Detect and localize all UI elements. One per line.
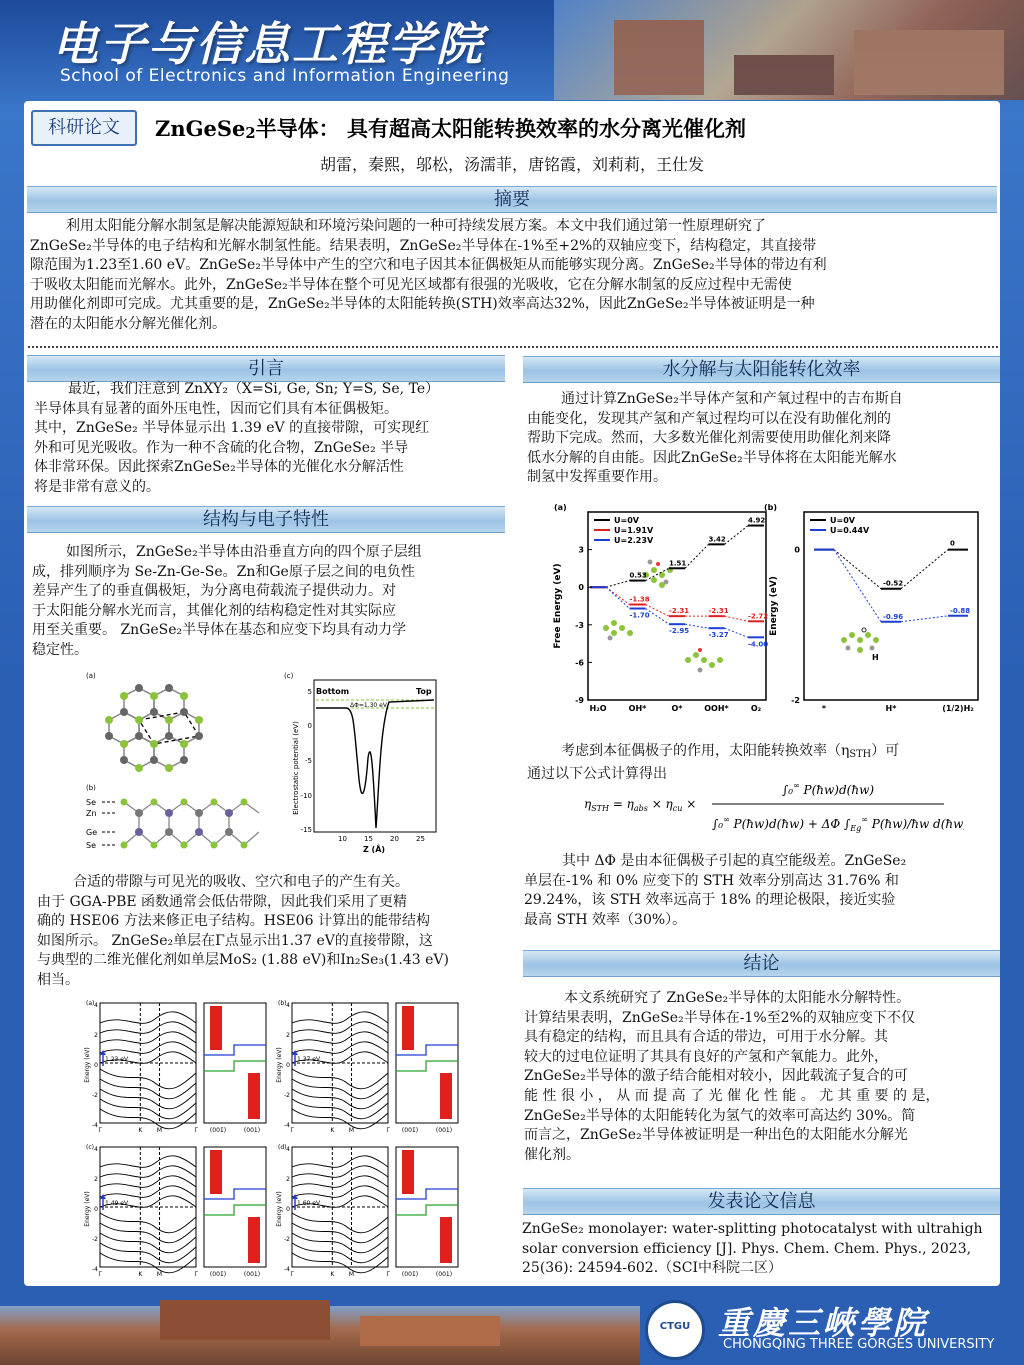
svg-text:ηSTH = ηabs × ηcu ×: $\eta_{STH} = \eta_{abs} \times \eta_{cu}$ ×: [584, 797, 697, 813]
xtick-b: (1/2)H₂: [942, 704, 974, 713]
band-plane: (001̄): [401, 1127, 419, 1134]
school-name-cn: 电子与信息工程学院: [52, 17, 484, 71]
structure-text: 如图所示，ZnGeSe₂半导体由沿垂直方向的四个原子层组 成，排列顺序为 Se-Zn-Ge-Se。Zn和Ge原子层之间的电负性 差异产生了的垂直偶极矩，为分离电荷载流子提供动力。对 于太阳能分解水光而言，其催化剂的结构稳定性对其实际应 用至关重要。 ZnGeSe₂半导体在基态和应变下均具有动力学 稳定性。: [32, 544, 422, 658]
band-panel-label: (d): [278, 1144, 287, 1151]
band-ytick: 4: [286, 1146, 290, 1153]
energy-value-label-b: -0.52: [883, 579, 904, 588]
ytick-a: -9: [575, 696, 584, 705]
band-edge-bar: [402, 1006, 414, 1050]
legend-b: U=0.44V: [830, 526, 870, 535]
band-ytick: -4: [92, 1266, 98, 1273]
ytick-a: -3: [575, 620, 584, 630]
efficiency-text: 考虑到本征偶极子的作用，太阳能转换效率$(\eta_{STH})$可 通过以下公式计算得出: [527, 743, 900, 782]
energy-value-label: -2.31: [669, 607, 690, 616]
band-ytick: -4: [284, 1266, 290, 1273]
svg-text:Se: Se: [86, 798, 96, 807]
panel-a-label: (a): [86, 672, 96, 680]
band-kpt: Γ: [194, 1127, 198, 1134]
bottom-label: Bottom: [316, 687, 350, 696]
band-ytick: 0: [286, 1062, 290, 1069]
header-banner: [0, 0, 1024, 100]
band-kpt: M: [348, 1127, 355, 1134]
potential-xlabel: Z (Å): [362, 845, 386, 854]
xtick-a: H₂O: [589, 704, 607, 713]
energy-figure: [548, 500, 988, 722]
ytick-b: 0: [794, 545, 800, 555]
energy-value-label-b: 0: [950, 539, 955, 548]
band-kpt: Γ: [386, 1127, 390, 1134]
band-panel: [84, 1144, 266, 1278]
school-name-en: School of Electronics and Information Engineering: [60, 66, 510, 86]
band-kpt: Γ: [386, 1271, 390, 1278]
band-text: 合适的带隙与可见光的吸收、空穴和电子的产生有关。 由于 GGA-PBE 函数通常会低估带隙，因此我们采用了更精 确的 HSE06 方法来修正电子结构。HSE06 计算出的能带结构 如图所示。 ZnGeSe₂单层在Γ点显示出1.37 eV的直接带隙，这 与典型的二维光催化剂如单层MoS₂ (1.88 eV)和In₂Se₃(1.43 eV) 相当。: [37, 874, 449, 988]
energy-value-label-b: -0.96: [883, 612, 904, 621]
energy-link-b: [834, 550, 881, 622]
university-name-en: CHONGQING THREE GORGES UNIVERSITY: [723, 1337, 995, 1352]
energy-panel-b: (b): [764, 503, 778, 512]
structure-svg: [84, 668, 444, 860]
energy-link-b: [901, 550, 948, 589]
energy-value-label: 4.92: [748, 516, 766, 525]
svg-text:Se: Se: [86, 841, 96, 850]
energy-value-label: -3.27: [708, 631, 729, 640]
xtick-a: O₂: [750, 704, 762, 713]
band-ylabel: Energy (eV): [84, 1191, 91, 1227]
band-plane: (001): [435, 1127, 453, 1134]
band-ytick: 4: [286, 1002, 290, 1009]
band-kpt: Γ: [290, 1127, 294, 1134]
authors: 胡雷，秦熙，邬松，汤濡菲，唐铭霞，刘莉莉，王仕发: [319, 155, 704, 174]
sth-formula: [584, 776, 964, 844]
band-ytick: -4: [92, 1122, 98, 1129]
band-kpt: M: [156, 1271, 163, 1278]
legend-a: U=1.91V: [614, 526, 654, 535]
layer-labels: [86, 798, 97, 850]
svg-text:25: 25: [416, 835, 425, 843]
energy-link-a: [725, 616, 749, 621]
section-water: 水分解与太阳能转化效率: [523, 356, 1000, 383]
band-ytick: 2: [94, 1032, 98, 1039]
band-kpt: Γ: [290, 1271, 294, 1278]
band-svg: [84, 997, 472, 1285]
band-edge-bar: [402, 1150, 414, 1194]
svg-text:∫₀∞ P(ħw)d(ħw) + ΔΦ ∫Eg∞ P(ħw): ∫₀∞ P(ħw)d(ħw) + ΔΦ $\int_{Eg}^\infty$ P(ħw)/ħw d(ħw): [712, 815, 964, 833]
panel-b-label: (b): [86, 784, 96, 792]
university-name-cn: 重慶三峽學院: [718, 1304, 929, 1342]
energy-ylabel-b: Energy (eV): [769, 576, 779, 636]
svg-text:Ge: Ge: [86, 828, 98, 837]
band-ytick: -2: [284, 1236, 290, 1243]
panel-c-label: (c): [284, 672, 294, 680]
band-ylabel: Energy (eV): [276, 1191, 283, 1227]
band-panel-label: (a): [86, 1000, 95, 1007]
svg-text:20: 20: [390, 835, 399, 843]
energy-link-b: [901, 616, 948, 622]
energy-value-label: -2.72: [748, 612, 769, 621]
band-edge-bar: [210, 1150, 222, 1194]
section-structure: 结构与电子特性: [27, 506, 505, 533]
potential-xticks: [338, 835, 425, 843]
band-panel: [84, 1000, 266, 1134]
dphi-label: ΔΦ=1.30 eV: [350, 702, 387, 709]
band-kpt: K: [138, 1127, 143, 1134]
energy-link-a: [606, 581, 630, 588]
svg-text:Zn: Zn: [86, 809, 97, 818]
ytick-a: 3: [578, 545, 584, 555]
potential-ylabel: Electrostatic potential (eV): [292, 721, 300, 815]
band-edge-bar: [248, 1073, 260, 1119]
band-kpt: Γ: [98, 1127, 102, 1134]
xtick-b: H*: [885, 704, 897, 713]
potential-yticks: [301, 688, 312, 834]
band-gap-label: 1.60 eV: [297, 1200, 321, 1207]
ytick-a: 0: [578, 583, 584, 593]
energy-link-b: [834, 550, 881, 589]
energy-value-label: 1.51: [669, 559, 687, 568]
page-title: ZnGeSe$_2$半导体： 具有超高太阳能转换效率的水分离光催化剂: [155, 116, 746, 142]
band-ytick: 4: [94, 1146, 98, 1153]
band-ylabel: Energy (eV): [84, 1047, 91, 1083]
publication-text: ZnGeSe₂ monolayer: water-splitting photocatalyst with ultrahigh solar conversion efficiency [J]. Phys. Chem. Chem. Phys., 2023, 25(36): 24594-602.（SCI中科院二区）: [522, 1221, 983, 1277]
band-ytick: -2: [92, 1236, 98, 1243]
energy-value-label-b: -0.88: [950, 606, 971, 615]
band-ytick: 2: [286, 1032, 290, 1039]
energy-value-label: 0.53: [629, 571, 647, 580]
svg-text:∫₀∞ P(ħw)d(ħw): ∫₀∞ P(ħw)d(ħw): [782, 781, 875, 797]
energy-svg: [548, 500, 988, 722]
svg-text:15: 15: [364, 835, 373, 843]
svg-text:-10: -10: [300, 792, 312, 800]
university-logo: CTGU: [645, 1300, 705, 1360]
section-intro: 引言: [27, 355, 505, 382]
band-figure: [84, 997, 472, 1285]
band-gap-label: 1.49 eV: [105, 1200, 129, 1207]
svg-text:5: 5: [307, 688, 312, 696]
band-kpt: M: [156, 1127, 163, 1134]
structure-figure: [84, 668, 444, 860]
svg-text:0: 0: [307, 722, 312, 730]
band-kpt: Γ: [98, 1271, 102, 1278]
xtick-a: OH*: [628, 704, 647, 713]
intro-text: 最近，我们注意到 ZnXY₂（X=Si, Ge, Sn; Y=S, Se, Te） 半导体具有显著的面外压电性，因而它们具有本征偶极矩。 其中，ZnGeSe₂ 半导体显示出 1.39 eV 的直接带隙，可实现红 外和可见光吸收。作为一种不含硫的化合物，ZnGeSe₂ 半导 体非常环保。因此探索ZnGeSe₂半导体的光催化水分解活性 将是非常有意义的。: [34, 381, 440, 495]
band-edge-bar: [440, 1073, 452, 1119]
energy-value-label: -1.70: [629, 611, 650, 620]
layer-guides: [102, 802, 116, 845]
band-panel: [276, 1144, 458, 1278]
band-ytick: 2: [94, 1176, 98, 1183]
band-panel-label: (b): [278, 1000, 287, 1007]
band-plane: (001̄): [209, 1271, 227, 1278]
xtick-a: O*: [671, 704, 683, 713]
band-ytick: 0: [94, 1062, 98, 1069]
energy-value-label: -2.31: [708, 607, 729, 616]
legend-b: U=0V: [830, 516, 855, 525]
band-ytick: 0: [286, 1206, 290, 1213]
band-gap-label: 1.37 eV: [297, 1056, 321, 1063]
band-ylabel: Energy (eV): [276, 1047, 283, 1083]
band-gap-label: 1.23 eV: [105, 1056, 129, 1063]
xtick-b: *: [821, 704, 827, 713]
band-edge-bar: [210, 1006, 222, 1050]
section-publication: 发表论文信息: [523, 1188, 1000, 1215]
band-ytick: -2: [92, 1092, 98, 1099]
svg-text:-5: -5: [305, 757, 312, 765]
band-ytick: 0: [94, 1206, 98, 1213]
water-text: 通过计算ZnGeSe₂半导体产氢和产氧过程中的吉布斯自 由能变化，发现其产氢和产氧过程均可以在没有助催化剂的 帮助下完成。然而，大多数光催化剂需要使用助催化剂来降 低水分解的自由能。因此ZnGeSe₂半导体将在太阳能光解水 制氢中发挥重要作用。: [527, 391, 903, 486]
energy-panel-a: (a): [554, 503, 567, 512]
svg-text:-15: -15: [300, 826, 312, 834]
energy-value-label: -1.38: [629, 595, 650, 604]
abstract-text: 利用太阳能分解水制氢是解决能源短缺和环境污染问题的一种可持续发展方案。本文中我们通过第一性原理研究了 ZnGeSe₂半导体的电子结构和光解水制氢性能。结果表明，ZnGeSe₂半导体在-1%至+2%的双轴应变下，结构稳定，其直接带 隙范围为1.23至1.60 eV。ZnGeSe₂半导体中产生的空穴和电子因其本征偶极矩从而能够实现分离。ZnGeSe₂半导体的带边有利 于吸收太阳能而光解水。此外，ZnGeSe₂半导体在整个可见光区域都有很强的光吸收，它在分解水制氢的反应过程中无需使 用助催化剂即可完成。尤其重要的是，ZnGeSe₂半导体的太阳能转换(STH)效率高达32%，因此ZnGeSe₂半导体被证明是一种 潜在的太阳能水分解光催化剂。: [30, 218, 827, 332]
band-kpt: K: [138, 1271, 143, 1278]
side-bonds: [124, 802, 259, 845]
energy-value-label: 3.42: [708, 535, 726, 544]
legend-a: U=0V: [614, 516, 639, 525]
energy-link-a: [606, 587, 630, 608]
band-plane: (001̄): [209, 1127, 227, 1134]
band-ytick: 2: [286, 1176, 290, 1183]
band-kpt: K: [330, 1127, 335, 1134]
svg-text:10: 10: [338, 835, 347, 843]
band-panel: [276, 1000, 458, 1134]
top-label: Top: [416, 687, 432, 696]
band-kpt: Γ: [194, 1271, 198, 1278]
energy-link-a: [685, 544, 709, 568]
legend-a: U=2.23V: [614, 536, 654, 545]
ytick-a: -6: [575, 658, 584, 668]
energy-value-label: -2.95: [669, 627, 690, 636]
potential-curve: [316, 700, 434, 828]
band-ytick: -4: [284, 1122, 290, 1129]
divider: [28, 346, 998, 348]
band-kpt: K: [330, 1271, 335, 1278]
band-plane: (001): [243, 1127, 261, 1134]
energy-value-label: -4.00: [748, 640, 769, 649]
delta-text: 其中 ΔΦ 是由本征偶极子引起的真空能级差。ZnGeSe₂ 单层在-1% 和 0% 应变下的 STH 效率分别高达 31.76% 和 29.24%，该 STH 效率远高于 18% 的理论极限，接近实验 最高 STH 效率（30%）。: [524, 853, 907, 928]
band-ytick: 4: [94, 1002, 98, 1009]
band-kpt: M: [348, 1271, 355, 1278]
section-conclusion: 结论: [523, 950, 1000, 977]
band-edge-bar: [440, 1217, 452, 1263]
section-abstract: 摘要: [27, 186, 997, 213]
xtick-a: OOH*: [704, 704, 729, 713]
band-panel-label: (c): [86, 1144, 94, 1151]
energy-link-a: [646, 568, 670, 580]
energy-ylabel-a: Free Energy (eV): [553, 563, 563, 649]
energy-link-a: [725, 526, 749, 545]
ytick-b: -2: [791, 696, 800, 705]
campus-photo: [554, 0, 1024, 100]
h-label: H: [872, 653, 879, 662]
band-plane: (001): [243, 1271, 261, 1278]
band-edge-bar: [248, 1217, 260, 1263]
band-ytick: -2: [284, 1092, 290, 1099]
band-plane: (001̄): [401, 1271, 419, 1278]
band-plane: (001): [435, 1271, 453, 1278]
conclusion-text: 本文系统研究了 ZnGeSe₂半导体的太阳能水分解特性。 计算结果表明，ZnGeSe₂半导体在-1%至2%的双轴应变下不仅 具有稳定的结构，而且具有合适的带边，可用于水分解。其 较大的过电位证明了其具有良好的产氢和产氧能力。此外， ZnGeSe₂半导体的激子结合能相对较小，因此载流子复合的可 能 性 很 小 ， 从 而 提 高 了 光 催 化 性 能 。 尤 其 重 要 的 是， ZnGeSe₂半导体的太阳能转化为氢气的效率可高达约 30%。简 而言之，ZnGeSe₂半导体被证明是一种出色的太阳能水分解光 催化剂。: [524, 990, 940, 1163]
paper-tag: 科研论文: [31, 110, 137, 146]
